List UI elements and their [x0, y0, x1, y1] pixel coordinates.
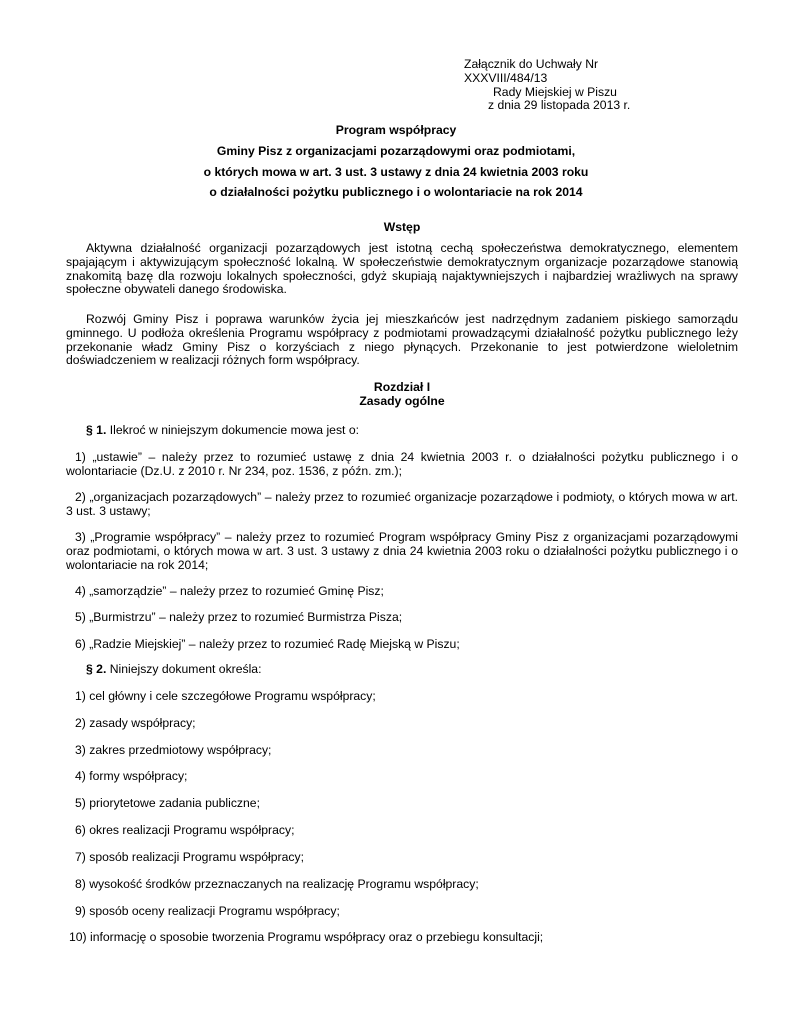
list-item: 10) informację o sposobie tworzenia Programu współpracy oraz o przebiegu konsultacji; — [69, 930, 544, 944]
annex-header — [464, 58, 674, 113]
list-item: 3) „Programie współpracy” – należy przez to rozumieć Program współpracy Gminy Pisz z organizacjami pozarządowymi oraz podmiotami, o których mowa w art. 3 ust. 3 ustawy z dnia 24 kwietnia 2003 roku o działalności pożytku publicznego i o wolontariacie na rok 2014; — [66, 530, 738, 572]
annex-line-3: z dnia 29 listopada 2013 r. — [488, 98, 631, 113]
section-2-symbol: § 2. — [86, 662, 107, 676]
title-line-1: Program współpracy — [335, 123, 457, 137]
list-item: 5) priorytetowe zadania publiczne; — [75, 796, 260, 810]
section-1-text: Ilekroć w niniejszym dokumencie mowa jest o: — [106, 423, 359, 437]
list-item: 6) okres realizacji Programu współpracy; — [75, 823, 295, 837]
annex-line-2: Rady Miejskiej w Piszu — [493, 84, 617, 99]
list-item: 8) wysokość środków przeznaczanych na realizację Programu współpracy; — [75, 877, 479, 891]
title-line-4: o działalności pożytku publicznego i o wolontariacie na rok 2014 — [209, 185, 583, 200]
list-item: 7) sposób realizacji Programu współpracy; — [75, 850, 304, 864]
title-line-2: Gminy Pisz z organizacjami pozarządowymi oraz podmiotami, — [216, 143, 576, 158]
list-item: 4) „samorządzie” – należy przez to rozumieć Gminę Pisz; — [75, 584, 384, 598]
chapter-subheading: Zasady ogólne — [359, 394, 445, 408]
title-line-3: o których mowa w art. 3 ust. 3 ustawy z dnia 24 kwietnia 2003 roku — [203, 164, 589, 179]
section-2-intro — [86, 663, 738, 677]
list-item: 1) „ustawie” – należy przez to rozumieć ustawę z dnia 24 kwietnia 2003 r. o działalności pożytku publicznego i o wolontariacie (Dz.U. z 2010 r. Nr 234, poz. 1536, z późn. zm.); — [66, 450, 738, 478]
annex-line-1: Załącznik do Uchwały Nr XXXVIII/484/13 — [464, 57, 599, 85]
list-item: 2) „organizacjach pozarządowych” – należy przez to rozumieć organizacje pozarządowe i podmioty, o których mowa w art. 3 ust. 3 ustawy; — [66, 490, 738, 518]
list-item: 5) „Burmistrzu” – należy przez to rozumieć Burmistrza Pisza; — [75, 610, 403, 624]
intro-paragraph-1: Aktywna działalność organizacji pozarządowych jest istotną cechą społeczeństwa demokratycznego, elementem spajającym i aktywizującym społeczność lokalną. W społeczeństwie demokratycznym organizacje pozarządowe stanowią znakomitą bazę dla rozwoju lokalnych społeczności, gdyż skupiają najaktywniejszych i najbardziej wrażliwych na sprawy społeczne obywateli danego środowiska. — [66, 241, 738, 297]
document-title — [66, 124, 726, 207]
intro-paragraph-2: Rozwój Gminy Pisz i poprawa warunków życia jej mieszkańców jest nadrzędnym zadaniem piskiego samorządu gminnego. U podłoża określenia Programu współpracy z podmiotami prowadzącymi działalność pożytku publicznego leży przekonanie władz Gminy Pisz o korzyściach z niego płynących. Przekonanie to jest potwierdzone wieloletnim doświadczeniem w realizacji różnych form współpracy. — [66, 312, 738, 368]
section-1-intro — [86, 424, 738, 438]
chapter-heading: Rozdział I — [373, 380, 431, 394]
section-2-text: Niniejszy dokument określa: — [106, 662, 262, 676]
list-item: 1) cel główny i cele szczegółowe Programu współpracy; — [75, 689, 376, 703]
section-1-symbol: § 1. — [86, 423, 107, 437]
list-item: 2) zasady współpracy; — [75, 716, 196, 730]
list-item: 3) zakres przedmiotowy współpracy; — [75, 743, 272, 757]
list-item: 6) „Radzie Miejskiej” – należy przez to rozumieć Radę Miejską w Piszu; — [75, 637, 460, 651]
list-item: 4) formy współpracy; — [75, 769, 188, 783]
list-item: 9) sposób oceny realizacji Programu współpracy; — [75, 904, 340, 918]
intro-heading: Wstęp — [383, 220, 421, 234]
